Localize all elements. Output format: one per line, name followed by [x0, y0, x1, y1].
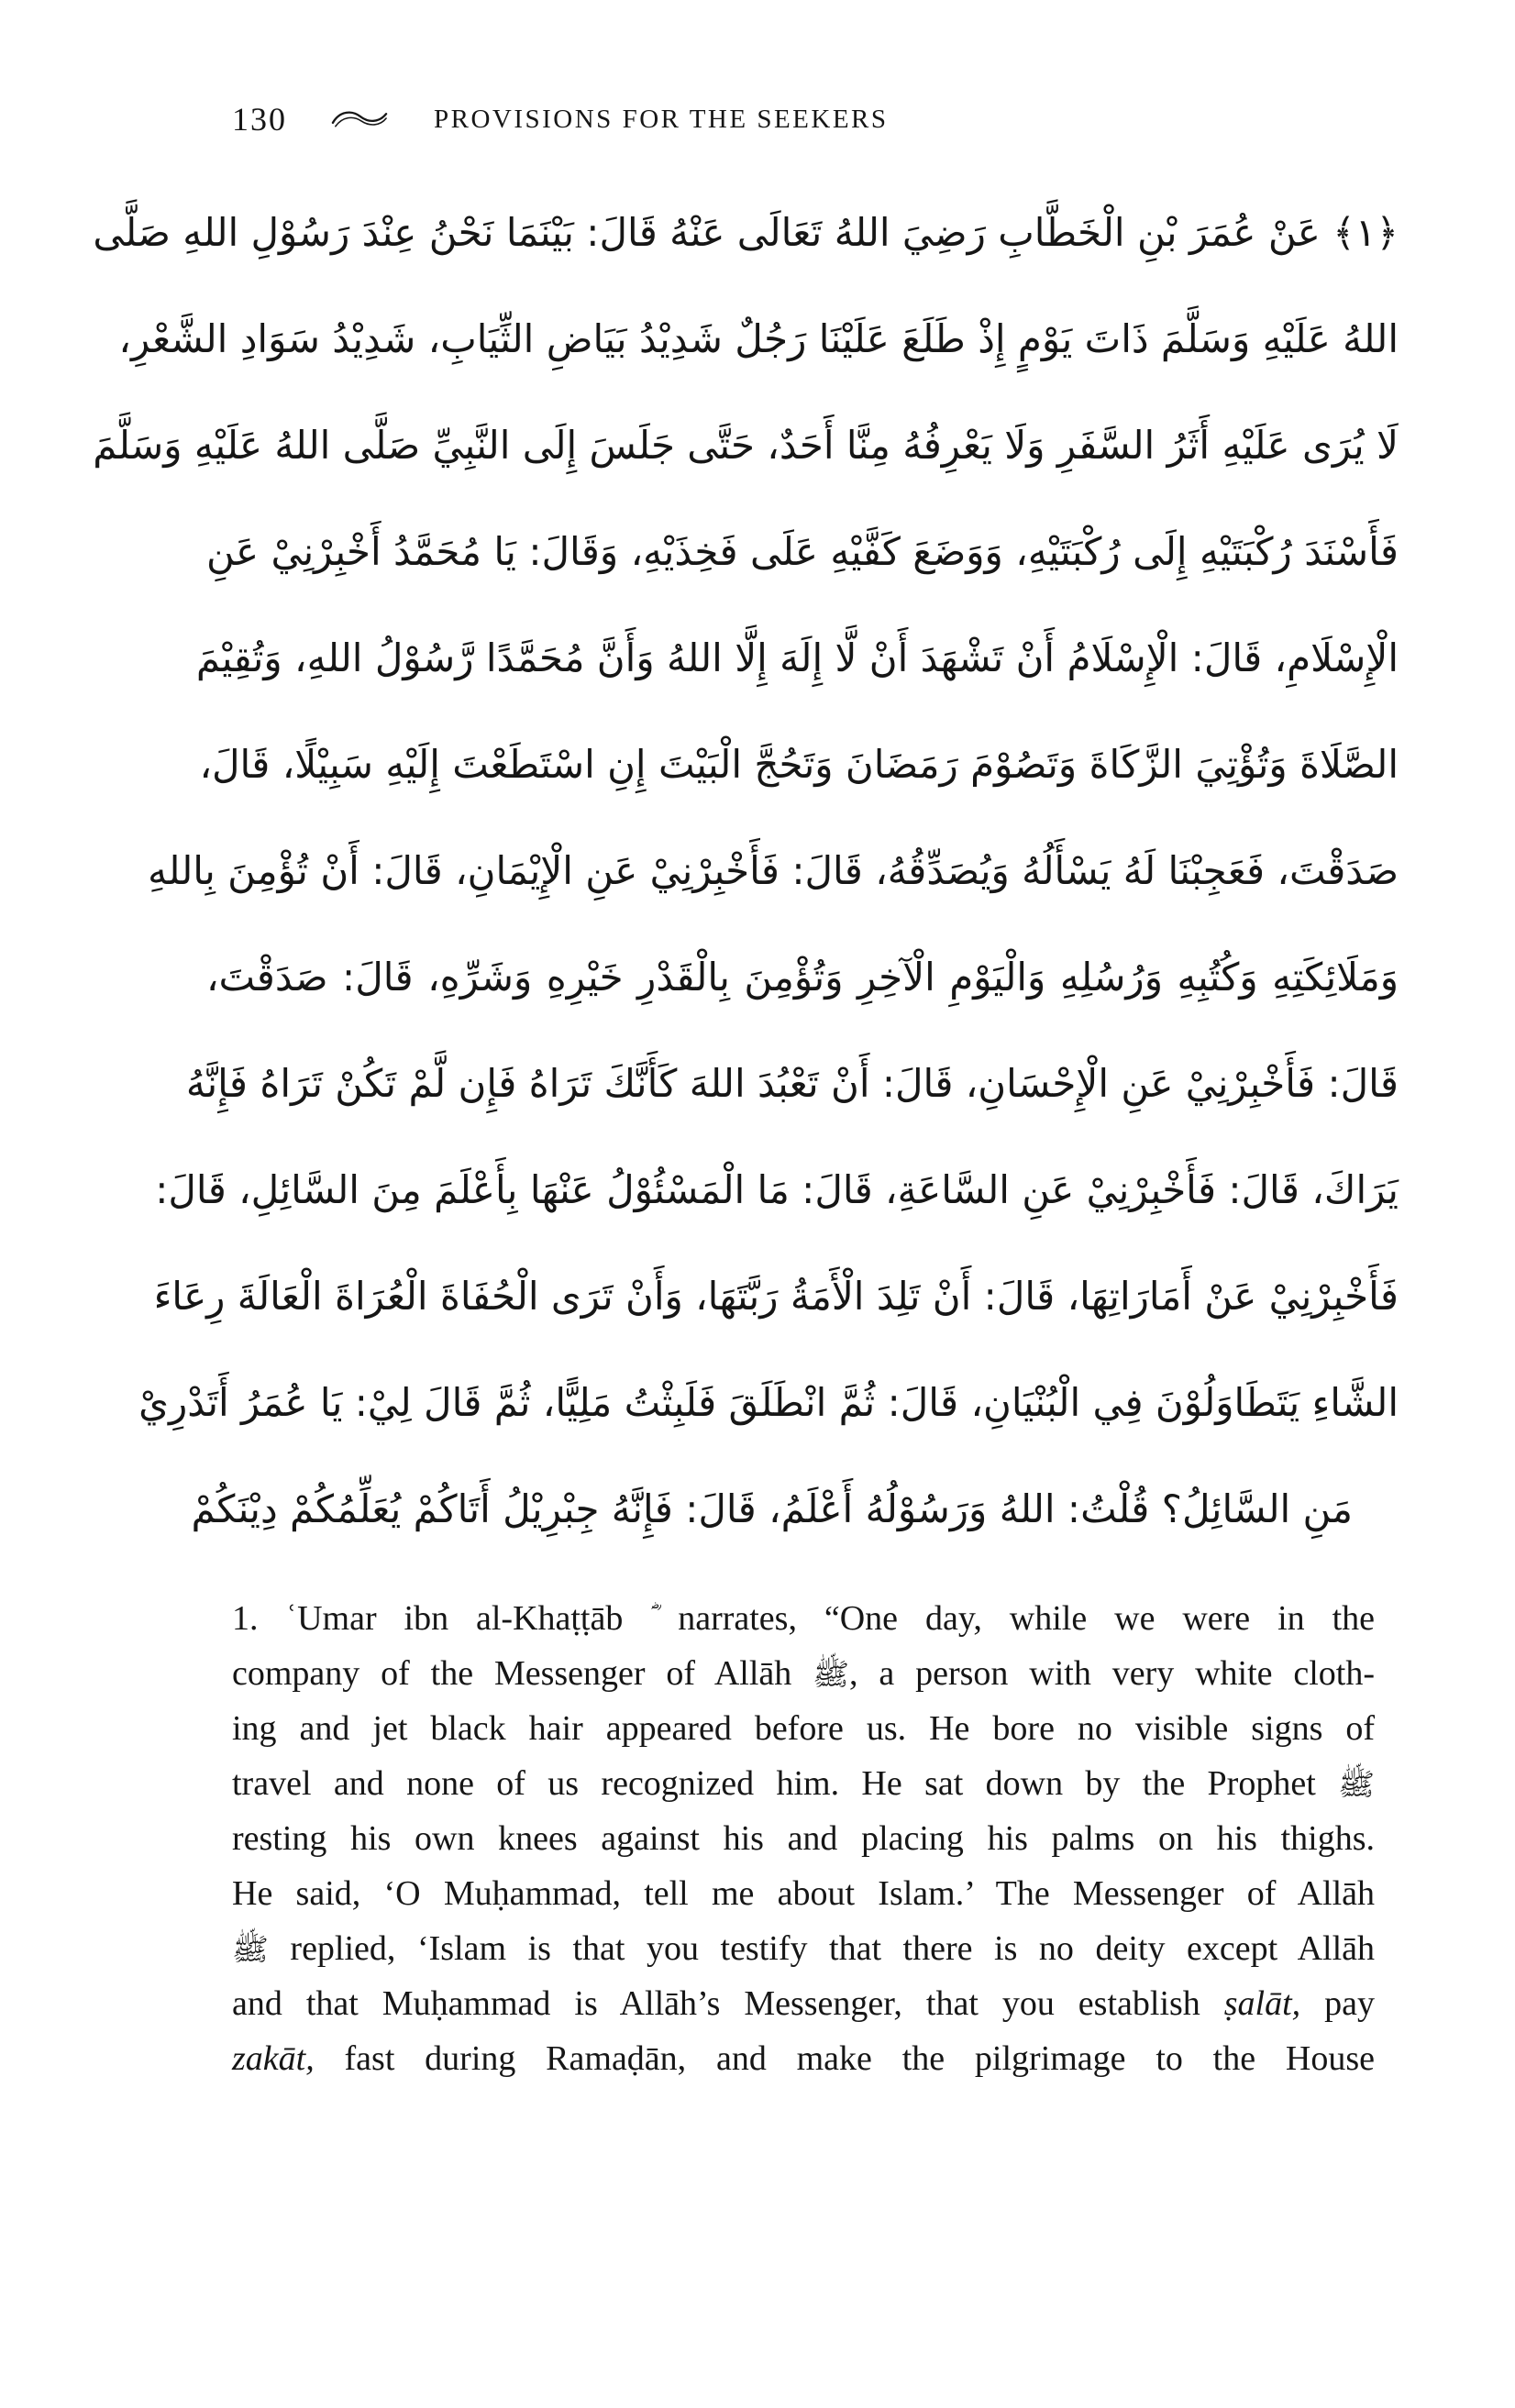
arabic-line: اللهُ عَلَيْهِ وَسَلَّمَ ذَاتَ يَوْمٍ إِذْ طَلَعَ عَلَيْنَا رَجُلٌ شَدِيْدُ بَيَاضِ الثِّيَابِ، شَدِيْدُ سَوَادِ الشَّعْرِ،: [118, 316, 1399, 361]
honorific-saw-icon: ﷺ: [1338, 1766, 1375, 1802]
arabic-line: لَا يُرَى عَلَيْهِ أَثَرُ السَّفَرِ وَلَا يَعْرِفُهُ مِنَّا أَحَدٌ، حَتَّى جَلَسَ إِلَى النَّبِيِّ صَلَّى اللهُ عَلَيْهِ وَسَلَّمَ: [93, 423, 1399, 468]
english-text: resting his own knees against his and placing his palms on his thighs.: [232, 1819, 1375, 1858]
english-line: [232, 1646, 1375, 1701]
page-header: [232, 99, 1405, 139]
english-line: [232, 1756, 1375, 1811]
arabic-line: فَأَسْنَدَ رُكْبَتَيْهِ إِلَى رُكْبَتَيْهِ، وَوَضَعَ كَفَّيْهِ عَلَى فَخِذَيْهِ، وَقَالَ: يَا مُحَمَّدُ أَخْبِرْنِيْ عَنِ: [206, 529, 1399, 574]
swash-divider-icon: [331, 107, 388, 131]
arabic-line: الْإِسْلَامِ، قَالَ: الْإِسْلَامُ أَنْ تَشْهَدَ أَنْ لَّا إِلَهَ إِلَّا اللهُ وَأَنَّ مُحَمَّدًا رَّسُوْلُ اللهِ، وَتُقِيْمَ: [195, 635, 1399, 680]
arabic-hadith-block: [93, 180, 1399, 1563]
english-text: and that Muḥammad is Allāh’s Messenger, that you establish: [232, 1984, 1224, 2023]
english-line: [232, 1591, 1375, 1646]
arabic-line: فَأَخْبِرْنِيْ عَنْ أَمَارَاتِهَا، قَالَ: أَنْ تَلِدَ الْأَمَةُ رَبَّتَهَا، وَأَنْ تَرَى الْحُفَاةَ الْعُرَاةَ الْعَالَةَ رِعَاءَ: [153, 1274, 1399, 1319]
arabic-line: مَنِ السَّائِلُ؟ قُلْتُ: اللهُ وَرَسُوْلُهُ أَعْلَمُ، قَالَ: فَإِنَّهُ جِبْرِيْلُ أَتَاكُمْ يُعَلِّمُكُمْ دِيْنَكُمْ: [191, 1486, 1353, 1531]
english-text: travel and none of us recognized him. He sat down by the Prophet: [232, 1764, 1339, 1803]
arabic-line: ﴿١﴾ عَنْ عُمَرَ بْنِ الْخَطَّابِ رَضِيَ اللهُ تَعَالَى عَنْهُ قَالَ: بَيْنَمَا نَحْنُ عِنْدَ رَسُوْلِ اللهِ صَلَّى: [93, 210, 1399, 255]
english-line: [232, 1701, 1375, 1756]
english-line: [232, 1976, 1375, 2031]
english-text: company of the Messenger of Allāh: [232, 1654, 813, 1693]
arabic-line: صَدَقْتَ، فَعَجِبْنَا لَهُ يَسْأَلُهُ وَيُصَدِّقُهُ، قَالَ: فَأَخْبِرْنِيْ عَنِ الْإِيْمَانِ، قَالَ: أَنْ تُؤْمِنَ بِاللهِ: [148, 848, 1399, 893]
arabic-line: وَمَلَائِكَتِهِ وَكُتُبِهِ وَرُسُلِهِ وَالْيَوْمِ الْآخِرِ وَتُؤْمِنَ بِالْقَدْرِ خَيْرِهِ وَشَرِّهِ، قَالَ: صَدَقْتَ،: [206, 955, 1399, 1000]
english-text: pay: [1300, 1984, 1376, 2023]
english-text: fast during Ramaḍān, and make the pilgrimage to the House: [314, 2039, 1375, 2078]
arabic-line: قَالَ: فَأَخْبِرْنِيْ عَنِ الْإِحْسَانِ، قَالَ: أَنْ تَعْبُدَ اللهَ كَأَنَّكَ تَرَاهُ فَإِن لَّمْ تَكُنْ تَرَاهُ فَإِنَّهُ: [185, 1061, 1399, 1106]
english-text: ing and jet black hair appeared before us. He bore no visible signs of: [232, 1709, 1375, 1748]
arabic-line: يَرَاكَ، قَالَ: فَأَخْبِرْنِيْ عَنِ السَّاعَةِ، قَالَ: مَا الْمَسْئُوْلُ عَنْهَا بِأَعْلَمَ مِنَ السَّائِلِ، قَالَ:: [155, 1167, 1399, 1212]
arabic-line: الصَّلَاةَ وَتُؤْتِيَ الزَّكَاةَ وَتَصُوْمَ رَمَضَانَ وَتَحُجَّ الْبَيْتَ إِنِ اسْتَطَعْتَ إِلَيْهِ سَبِيْلًا، قَالَ،: [199, 742, 1399, 787]
arabic-line: الشَّاءِ يَتَطَاوَلُوْنَ فِي الْبُنْيَانِ، قَالَ: ثُمَّ انْطَلَقَ فَلَبِثْتُ مَلِيًّا، ثُمَّ قَالَ لِيْ: يَا عُمَرُ أَتَدْرِيْ: [138, 1380, 1399, 1425]
english-text: narrates, “One day, while we were in the: [650, 1599, 1375, 1638]
english-text: 1. ʿUmar ibn al-Khaṭṭāb: [232, 1599, 651, 1638]
english-text: He said, ‘O Muḥammad, tell me about Islam.’ The Messenger of Allāh: [232, 1874, 1375, 1913]
english-line: [232, 2031, 1375, 2086]
english-line: [232, 1811, 1375, 1866]
page-number: 130: [232, 101, 287, 138]
honorific-saw-icon: ﷺ: [232, 1931, 269, 1967]
english-text: , a person with very white cloth-: [849, 1654, 1375, 1693]
english-text: replied, ‘Islam is that you testify that there is no deity except Allāh: [268, 1929, 1375, 1968]
honorific-saw-icon: ﷺ: [813, 1656, 850, 1692]
transliterated-term: ṣalāt,: [1223, 1984, 1301, 2023]
transliterated-term: zakāt,: [232, 2039, 315, 2078]
english-line: [232, 1866, 1375, 1921]
english-translation-block: [232, 1591, 1375, 2086]
running-head: PROVISIONS FOR THE SEEKERS: [434, 105, 889, 134]
english-line: [232, 1921, 1375, 1976]
